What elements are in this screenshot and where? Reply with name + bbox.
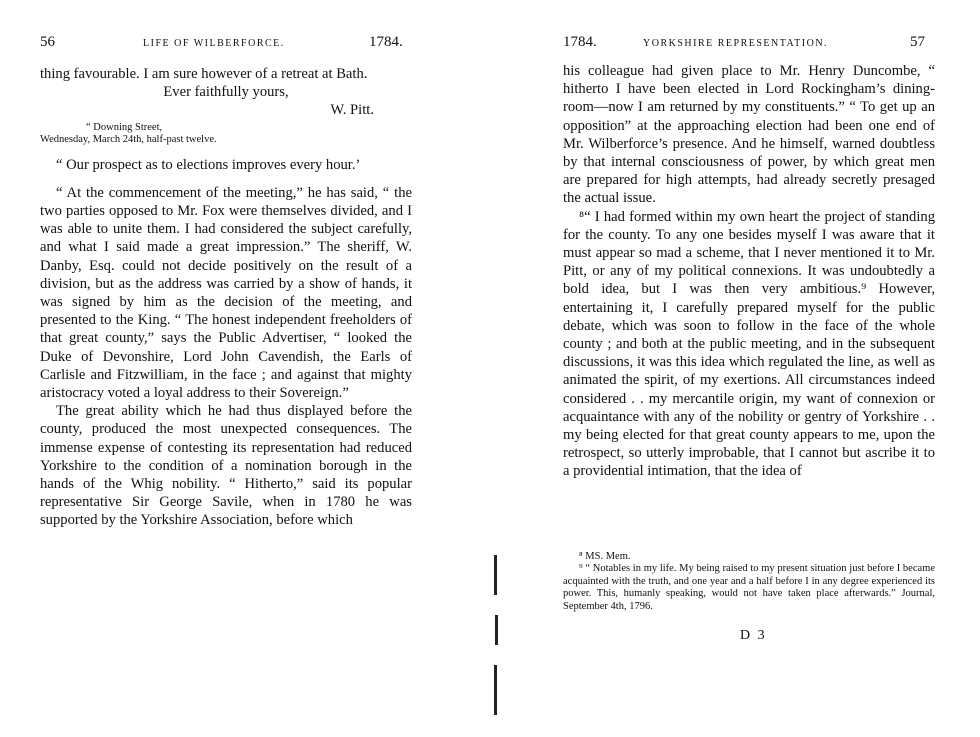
signature-mark: D 3 [740,628,767,643]
right-running-title: YORKSHIRE REPRESENTATION. [643,38,829,49]
address-line-2: Wednesday, March 24th, half-past twelve. [40,133,217,145]
right-year: 1784. [563,34,597,50]
right-page [490,0,980,737]
letter-address [40,122,412,146]
gutter-line [494,555,497,715]
left-paragraph-1: “ At the commencement of the meeting,” he has said, “ the two parties opposed to Mr. Fox were themselves divided, and I was able to unite them. I had considered the subject carefully, and what I said made a great impression.” The sheriff, W. Danby, Esq. could not decide positively on the result of a division, but as the address was carried by a show of hands, it was signed by him as the decision of the meeting, and presented to the King. “ The honest independent freeholders of that great county,” says the Public Advertiser, “ looked the Duke of Devonshire, Lord John Cavendish, the Earls of Carlisle and Fitzwilliam, in the face ; and against that mighty aristocracy voted a loyal address to their Sovereign.” [40,184,412,402]
left-paragraph-2: The great ability which he had thus displayed before the county, produced the most unexpected consequences. The immense expense of contesting its representation had reduced Yorkshire to the condition of a nomination borough in the hands of the Whig nobility. “ Hitherto,” said its popular representative Sir George Savile, when in 1780 he was supported by the Yorkshire Association, before which [40,403,412,529]
footnotes [563,551,935,613]
address-line-1: “ Downing Street, [86,121,163,133]
quote-line: “ Our prospect as to elections improves every hour.’ [56,156,361,173]
right-paragraph-1: his colleague had given place to Mr. Henry Duncombe, “ hitherto I have been elected in Lord Rockingham’s dining-room—now I am returned by my constituents.” “ To get up an opposition” at the approaching election had been one end of Mr. Wilberforce’s presence. And he himself, warned doubtless by that internal consciousness of power, by which great men are prepared for high attempts, had already secretly presaged the actual issue. [563,63,935,207]
left-page-number: 56 [40,34,55,50]
left-running-title: LIFE OF WILBERFORCE. [143,38,285,49]
right-body [563,62,935,481]
letter-signature: W. Pitt. [330,102,374,119]
left-year: 1784. [369,34,403,50]
letter-closing: Ever faithfully yours, [163,84,289,101]
right-page-number: 57 [910,34,925,50]
right-paragraph-2: ⁸“ I had formed within my own heart the project of standing for the county. To any one besides myself I was aware that it must appear so mad a scheme, that I never mentioned it to Mr. Pitt, or any of my political connexions. It was undoubtedly a bold idea, but I was then very ambitious.⁹ However, entertaining it, I carefully prepared myself for the public debate, which was soon to follow in the face of the whole county ; and both at the public meeting, and in the subsequent discussions, it was this idea which regulated the line, as well as animated the spirit, of my exertions. All circumstances indeed considered . . my mercantile origin, my want of connexion or acquaintance with any of the nobility or gentry of Yorkshire . . my being elected for that great county appears to me, upon the retrospect, so utterly improbable, that I cannot but ascribe it to a providential intimation, that the idea of [563,208,935,480]
letter-opening: thing favourable. I am sure however of a retreat at Bath. [40,66,368,82]
footnote-9: ⁹ “ Notables in my life. My being raised to my present situation just before I became acquainted with the truth, and one year and a half before I in any degree experienced its power. This, humanly speaking, would not have taken place afterwards.” Journal, September 4th, 1796. [563,563,935,612]
left-body [40,65,412,530]
footnote-8: ⁸ MS. Mem. [579,551,631,562]
